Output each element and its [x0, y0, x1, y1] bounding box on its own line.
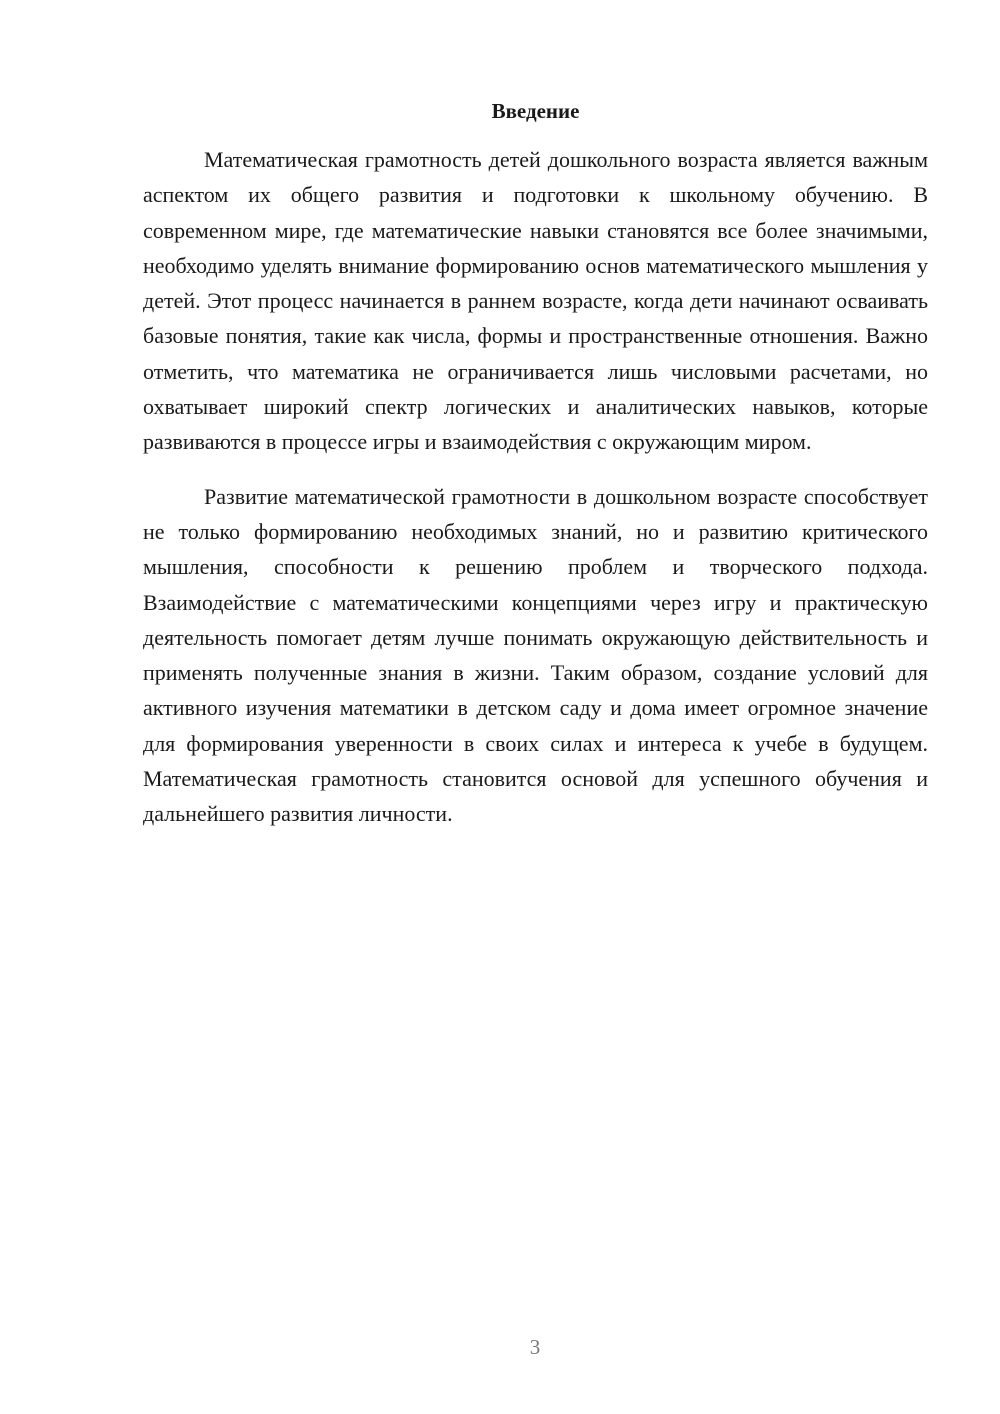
page-number: 3	[529, 1335, 541, 1359]
section-heading: Введение	[491, 99, 580, 123]
body-text	[143, 142, 928, 832]
paragraph-1: Математическая грамотность детей дошкольного возраста является важным аспектом их общего развития и подготовки к школьному обучению. В современном мире, где математические навыки становятся все более значимыми, необходимо уделять внимание формированию основ математического мышления у детей. Этот процесс начинается в раннем возрасте, когда дети начинают осваивать базовые понятия, такие как числа, формы и пространственные отношения. Важно отметить, что математика не ограничивается лишь числовыми расчетами, но охватывает широкий спектр логических и аналитических навыков, которые развиваются в процессе игры и взаимодействия с окружающим миром.	[143, 147, 928, 455]
paragraph-2: Развитие математической грамотности в дошкольном возрасте способствует не только формированию необходимых знаний, но и развитию критического мышления, способности к решению проблем и творческого подхода. Взаимодействие с математическими концепциями через игру и практическую деятельность помогает детям лучше понимать окружающую действительность и применять полученные знания в жизни. Таким образом, создание условий для активного изучения математики в детском саду и дома имеет огромное значение для формирования уверенности в своих силах и интереса к учебе в будущем. Математическая грамотность становится основой для успешного обучения и дальнейшего развития личности.	[143, 483, 928, 827]
